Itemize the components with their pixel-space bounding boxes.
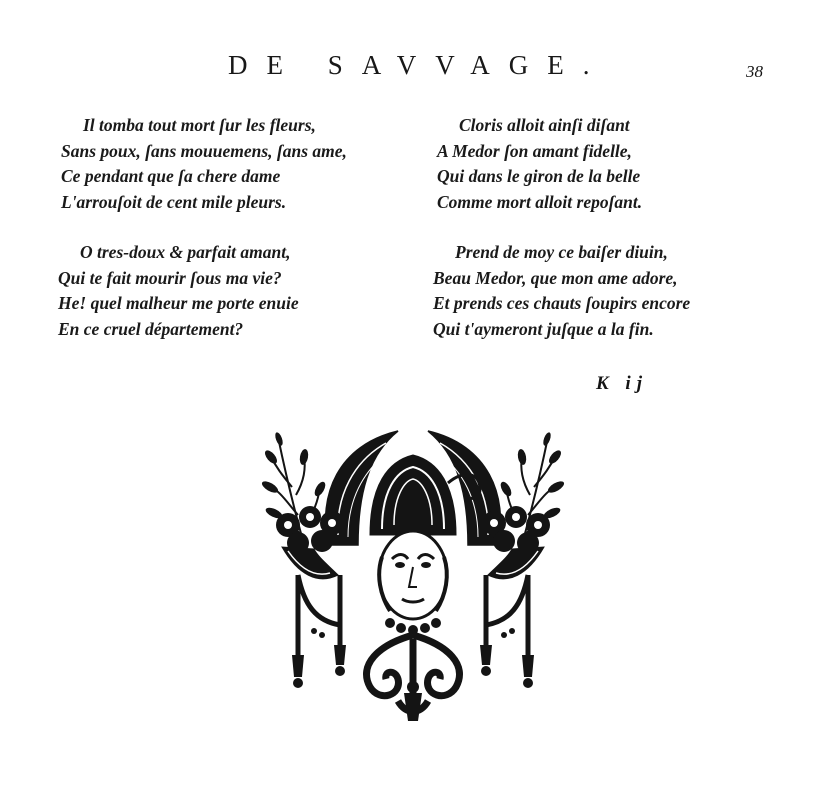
pendant-icon xyxy=(404,681,422,721)
stanza-1 xyxy=(61,113,347,215)
verse-line: O tres-doux & parfait amant, xyxy=(80,242,291,262)
verse-line: Comme mort alloit repoſant. xyxy=(437,191,643,212)
right-drape-icon xyxy=(486,575,528,655)
running-head: DE SAVVAGE. xyxy=(228,50,609,80)
mask-face-icon xyxy=(379,531,447,619)
verse-line: Prend de moy ce baiſer diuin, xyxy=(455,242,668,262)
verse-line: Et prends ces chauts ſoupirs encore xyxy=(433,293,691,313)
verse-line: He! quel malheur me porte enuie xyxy=(58,293,299,313)
grotesque-mask-ornament-icon xyxy=(258,425,568,725)
verse-line: En ce cruel département? xyxy=(58,318,244,339)
verse-line: Qui dans le giron de la belle xyxy=(437,166,641,186)
verse-line: A Medor ſon amant fidelle, xyxy=(437,140,632,161)
left-drape-icon xyxy=(298,575,340,655)
verse-line: Ce pendant que ſa chere dame xyxy=(61,166,281,186)
left-cornucopia-icon xyxy=(282,547,338,579)
verse-line: Il tomba tout mort ſur les fleurs, xyxy=(83,115,316,135)
right-cornucopia-icon xyxy=(488,547,544,579)
verse-line: Beau Medor, que mon ame adore, xyxy=(433,267,678,288)
verse-line: Sans poux, ſans mouuemens, ſans ame, xyxy=(61,140,347,161)
verse-line: Cloris alloit ainſi diſant xyxy=(459,115,630,135)
verse-line: L'arrouſoit de cent mile pleurs. xyxy=(61,191,287,212)
page-number: 38 xyxy=(746,62,763,81)
stanza-3 xyxy=(58,240,299,342)
verse-line: Qui t'aymeront juſque a la fin. xyxy=(433,318,654,339)
verse-line: Qui te fait mourir ſous ma vie? xyxy=(58,267,282,288)
stanza-2 xyxy=(437,113,642,215)
stanza-4 xyxy=(433,240,690,342)
signature-mark: K ij xyxy=(596,373,648,394)
collar-icon xyxy=(385,618,441,635)
